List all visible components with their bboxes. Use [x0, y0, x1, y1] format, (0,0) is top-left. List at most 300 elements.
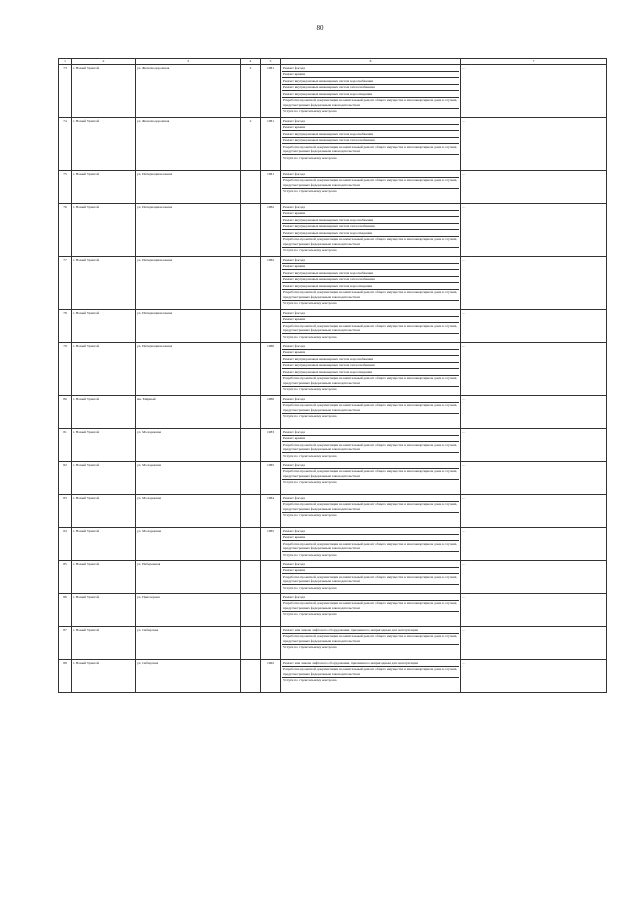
city-cell-text: г. Новый Уренгой [73, 310, 100, 315]
floors-cell-text [242, 660, 259, 661]
city-cell-text: г. Новый Уренгой [73, 561, 100, 566]
table-row [59, 310, 607, 343]
row-number-text: 78 [63, 310, 67, 315]
row-number [59, 528, 72, 561]
row-number [59, 429, 72, 462]
code-cell [461, 462, 607, 495]
row-number [59, 627, 72, 660]
work-item: Ремонт внутридомовых инженерных систем теплоснабжения [282, 224, 459, 231]
work-item: Услуги по строительному контролю [283, 678, 337, 683]
street-cell [136, 495, 241, 528]
work-item: Ремонт крыши [282, 436, 459, 443]
year-cell-text: 1981 [267, 171, 274, 176]
work-item: Ремонт или замена лифтового оборудования, признанного непригодным для эксплуатации [282, 627, 459, 634]
works-cell [281, 528, 461, 561]
floors-cell-text [242, 561, 259, 562]
row-number [59, 396, 72, 429]
work-item: Услуги по строительному контролю [283, 189, 337, 194]
year-cell [261, 65, 281, 118]
street-cell-text: мк. Мирный [137, 396, 156, 401]
year-cell [261, 627, 281, 660]
year-cell [261, 204, 281, 257]
floors-cell [241, 171, 261, 204]
work-item: Разработка проектной документации на капитальный ремонт общего имущества в многоквартирном доме в случаях, предусмотренных федеральным законодательством [283, 667, 458, 676]
street-cell-text: ул. Приозерная [137, 594, 160, 599]
row-number-text: 74 [63, 118, 67, 123]
street-cell [136, 118, 241, 171]
code-cell-text: … [462, 462, 466, 467]
work-item: Услуги по строительному контролю [283, 552, 337, 557]
year-cell [261, 118, 281, 171]
street-cell-text: ул. Молодежная [137, 429, 162, 434]
floors-cell-text [242, 429, 259, 430]
code-cell [461, 310, 607, 343]
column-header: 6 [281, 59, 461, 65]
row-number [59, 660, 72, 693]
row-number [59, 257, 72, 310]
work-item: Разработка проектной документации на капитальный ремонт общего имущества в многоквартирном доме в случаях, предусмотренных федеральным законодательством [283, 144, 458, 154]
row-number [59, 343, 72, 396]
row-number-text: 85 [63, 561, 67, 566]
row-number [59, 561, 72, 594]
table-row [59, 495, 607, 528]
row-number [59, 310, 72, 343]
code-cell [461, 343, 607, 396]
city-cell [72, 429, 136, 462]
table-row [59, 627, 607, 660]
row-number-text: 86 [63, 594, 67, 599]
work-item: Услуги по строительному контролю [283, 414, 337, 419]
row-number [59, 118, 72, 171]
code-cell-text: … [462, 627, 466, 632]
street-cell [136, 343, 241, 396]
work-item: Ремонт внутридомовых инженерных систем водоотведения [282, 369, 459, 376]
work-item: Ремонт фасада [282, 118, 459, 125]
code-cell [461, 257, 607, 310]
table-row [59, 257, 607, 310]
work-item: Ремонт крыши [282, 350, 459, 357]
year-cell-text [262, 310, 279, 311]
works-cell [281, 65, 461, 118]
table-row [59, 65, 607, 118]
year-cell-text: 1992 [267, 660, 274, 665]
table-row [59, 561, 607, 594]
work-item: Ремонт внутридомовых инженерных систем теплоснабжения [282, 277, 459, 284]
work-item: Разработка проектной документации на капитальный ремонт общего имущества в многоквартирном доме в случаях, предусмотренных федеральным законодательством [283, 323, 458, 333]
work-item: Ремонт внутридомовых инженерных систем водоснабжения [282, 78, 459, 85]
year-cell-text: 1982 [267, 204, 274, 209]
city-cell [72, 118, 136, 171]
work-item: Разработка проектной документации на капитальный ремонт общего имущества в многоквартирном доме в случаях, предусмотренных федеральным законодательством [283, 601, 458, 610]
row-number [59, 204, 72, 257]
code-cell-text: … [462, 396, 466, 401]
street-cell-text: ул. Интернациональная [137, 204, 173, 209]
work-item: Ремонт фасада [282, 204, 459, 211]
code-cell [461, 627, 607, 660]
code-cell-text: … [462, 171, 466, 176]
city-cell-text: г. Новый Уренгой [73, 495, 100, 500]
work-item: Услуги по строительному контролю [283, 513, 337, 518]
work-item: Услуги по строительному контролю [283, 301, 337, 306]
floors-cell [241, 343, 261, 396]
floors-cell-text [242, 343, 259, 344]
code-cell [461, 65, 607, 118]
city-cell-text: г. Новый Уренгой [73, 204, 100, 209]
street-cell-text: ул. Интернациональная [137, 171, 173, 176]
work-item: Ремонт крыши [282, 535, 459, 542]
floors-cell [241, 65, 261, 118]
table-row [59, 594, 607, 627]
year-cell [261, 310, 281, 343]
table-row [59, 660, 607, 693]
row-number-text: 79 [63, 343, 67, 348]
code-cell [461, 204, 607, 257]
street-cell-text: ул. Интернациональная [137, 343, 173, 348]
street-cell-text: ул. Железнодорожная [137, 65, 170, 70]
year-cell-text [262, 594, 279, 595]
work-item: Разработка проектной документации на капитальный ремонт общего имущества в многоквартирном доме в случаях, предусмотренных федеральным законодательством [283, 178, 458, 187]
floors-cell [241, 660, 261, 693]
year-cell [261, 343, 281, 396]
code-cell [461, 429, 607, 462]
city-cell-text: г. Новый Уренгой [73, 65, 100, 70]
city-cell [72, 343, 136, 396]
work-item: Ремонт фасада [282, 257, 459, 264]
work-item: Ремонт внутридомовых инженерных систем водоотведения [282, 283, 459, 290]
code-cell-text: … [462, 528, 466, 533]
floors-cell [241, 204, 261, 257]
work-item: Ремонт внутридомовых инженерных систем водоснабжения [282, 217, 459, 224]
work-item: Ремонт фасада [282, 396, 459, 403]
works-cell [281, 594, 461, 627]
work-item: Ремонт фасада [282, 528, 459, 535]
work-item: Ремонт крыши [282, 264, 459, 271]
work-item: Разработка проектной документации на капитальный ремонт общего имущества в многоквартирном доме в случаях, предусмотренных федеральным законодательством [283, 541, 458, 551]
works-cell [281, 561, 461, 594]
street-cell-text: ул. Интернациональная [137, 257, 173, 262]
street-cell [136, 594, 241, 627]
city-cell-text: г. Новый Уренгой [73, 429, 100, 434]
street-cell-text: ул. Набережная [137, 561, 161, 566]
work-item: Ремонт фасада [282, 65, 459, 72]
code-cell [461, 660, 607, 693]
work-item: Ремонт внутридомовых инженерных систем теплоснабжения [282, 85, 459, 92]
floors-cell [241, 627, 261, 660]
page-number: 80 [316, 24, 324, 32]
year-cell [261, 171, 281, 204]
work-item: Ремонт внутридомовых инженерных систем водоотведения [282, 230, 459, 237]
column-header: 1 [59, 59, 72, 65]
year-cell-text: 1984 [267, 495, 274, 500]
street-cell [136, 528, 241, 561]
street-cell [136, 660, 241, 693]
work-item: Ремонт фасада [282, 561, 459, 568]
works-cell [281, 429, 461, 462]
street-cell [136, 310, 241, 343]
row-number-text: 84 [63, 528, 67, 533]
column-header: 4 [241, 59, 261, 65]
work-item: Услуги по строительному контролю [283, 334, 337, 339]
works-cell [281, 396, 461, 429]
work-item: Ремонт или замена лифтового оборудования, признанного непригодным для эксплуатации [282, 660, 459, 667]
row-number-text: 76 [63, 204, 67, 209]
year-cell-text [262, 561, 279, 562]
code-cell [461, 118, 607, 171]
work-item: Ремонт фасада [282, 429, 459, 436]
floors-cell [241, 594, 261, 627]
work-item: Ремонт фасада [282, 495, 459, 502]
table-row [59, 343, 607, 396]
work-item: Ремонт внутридомовых инженерных систем водоснабжения [282, 270, 459, 277]
city-cell-text: г. Новый Уренгой [73, 118, 100, 123]
work-item: Ремонт фасада [282, 462, 459, 469]
works-cell [281, 343, 461, 396]
street-cell-text: ул. Железнодорожная [137, 118, 170, 123]
works-cell [281, 310, 461, 343]
city-cell [72, 310, 136, 343]
city-cell-text: г. Новый Уренгой [73, 396, 100, 401]
year-cell [261, 594, 281, 627]
floors-cell [241, 429, 261, 462]
street-cell-text: ул. Молодежная [137, 495, 162, 500]
city-cell-text: г. Новый Уренгой [73, 594, 100, 599]
city-cell [72, 594, 136, 627]
city-cell [72, 396, 136, 429]
year-cell [261, 660, 281, 693]
street-cell-text: ул. Сибирская [137, 627, 159, 632]
code-cell-text: … [462, 561, 466, 566]
work-item: Разработка проектной документации на капитальный ремонт общего имущества в многоквартирном доме в случаях, предусмотренных федеральным законодательством [283, 634, 458, 643]
works-cell [281, 627, 461, 660]
table-row [59, 204, 607, 257]
city-cell [72, 171, 136, 204]
work-item: Услуги по строительному контролю [283, 248, 337, 253]
code-cell [461, 594, 607, 627]
row-number [59, 462, 72, 495]
street-cell-text: ул. Интернациональная [137, 310, 173, 315]
code-cell-text: … [462, 310, 466, 315]
street-cell [136, 65, 241, 118]
works-cell [281, 495, 461, 528]
table-row [59, 528, 607, 561]
code-cell-text: … [462, 594, 466, 599]
code-cell-text: … [462, 118, 466, 123]
work-item: Ремонт внутридомовых инженерных систем теплоснабжения [282, 138, 459, 145]
works-cell [281, 660, 461, 693]
year-cell [261, 495, 281, 528]
year-cell [261, 396, 281, 429]
year-cell-text: 1986 [267, 343, 274, 348]
work-item: Услуги по строительному контролю [283, 585, 337, 590]
street-cell [136, 561, 241, 594]
work-item: Разработка проектной документации на капитальный ремонт общего имущества в многоквартирном доме в случаях, предусмотренных федеральным законодательством [283, 403, 458, 412]
table-row [59, 396, 607, 429]
capital-repair-table [58, 58, 607, 693]
floors-cell [241, 310, 261, 343]
column-header: 3 [136, 59, 241, 65]
code-cell [461, 495, 607, 528]
city-cell [72, 257, 136, 310]
work-item: Ремонт внутридомовых инженерных систем теплоснабжения [282, 363, 459, 370]
city-cell [72, 627, 136, 660]
street-cell [136, 257, 241, 310]
code-cell-text: … [462, 660, 466, 665]
year-cell-text: 1982 [267, 257, 274, 262]
row-number-text: 75 [63, 171, 67, 176]
code-cell-text: … [462, 495, 466, 500]
city-cell-text: г. Новый Уренгой [73, 528, 100, 533]
work-item: Разработка проектной документации на капитальный ремонт общего имущества в многоквартирном доме в случаях, предусмотренных федеральным законодательством [283, 237, 458, 246]
floors-cell-text [242, 462, 259, 463]
code-cell [461, 396, 607, 429]
work-item: Разработка проектной документации на капитальный ремонт общего имущества в многоквартирном доме в случаях, предусмотренных федеральным законодательством [283, 98, 458, 107]
street-cell [136, 204, 241, 257]
row-number-text: 77 [63, 257, 67, 262]
table-row [59, 118, 607, 171]
code-cell-text: … [462, 65, 466, 70]
work-item: Ремонт фасада [282, 343, 459, 350]
works-cell [281, 204, 461, 257]
work-item: Ремонт фасада [282, 310, 459, 317]
floors-cell-text [242, 310, 259, 311]
floors-cell-text [242, 528, 259, 529]
code-cell-text: … [462, 204, 466, 209]
city-cell-text: г. Новый Уренгой [73, 627, 100, 632]
floors-cell-text: 2 [249, 65, 252, 70]
work-item: Услуги по строительному контролю [283, 109, 337, 114]
row-number [59, 65, 72, 118]
work-item: Ремонт крыши [282, 72, 459, 79]
city-cell-text: г. Новый Уренгой [73, 257, 100, 262]
street-cell-text: ул. Сибирская [137, 660, 159, 665]
floors-cell [241, 528, 261, 561]
work-item: Разработка проектной документации на капитальный ремонт общего имущества в многоквартирном доме в случаях, предусмотренных федеральным законодательством [283, 290, 458, 299]
work-item: Ремонт фасада [282, 594, 459, 601]
floors-cell-text [242, 495, 259, 496]
floors-cell-text [242, 171, 259, 172]
work-item: Ремонт фасада [282, 171, 459, 178]
works-cell [281, 171, 461, 204]
city-cell [72, 561, 136, 594]
work-item: Услуги по строительному контролю [283, 645, 337, 650]
row-number [59, 594, 72, 627]
year-cell-text: 1985 [267, 462, 274, 467]
floors-cell-text: 2 [249, 118, 252, 123]
work-item: Ремонт крыши [282, 211, 459, 218]
year-cell-text: 1983 [267, 429, 274, 434]
year-cell [261, 561, 281, 594]
city-cell [72, 495, 136, 528]
code-cell [461, 528, 607, 561]
city-cell [72, 65, 136, 118]
street-cell [136, 627, 241, 660]
year-cell [261, 462, 281, 495]
column-header: 2 [72, 59, 136, 65]
row-number-text: 73 [63, 65, 67, 70]
street-cell-text: ул. Молодежная [137, 462, 162, 467]
works-cell [281, 462, 461, 495]
work-item: Услуги по строительному контролю [283, 387, 337, 392]
year-cell-text: 1981 [267, 118, 274, 123]
table-body [59, 65, 607, 693]
work-item: Разработка проектной документации на капитальный ремонт общего имущества в многоквартирном доме в случаях, предусмотренных федеральным законодательством [283, 469, 458, 478]
code-cell-text: … [462, 343, 466, 348]
code-cell-text: … [462, 257, 466, 262]
year-cell-text: 1985 [267, 528, 274, 533]
year-cell-text: 1981 [267, 65, 274, 70]
floors-cell-text [242, 396, 259, 397]
code-cell-text: … [462, 429, 466, 434]
code-cell [461, 561, 607, 594]
floors-cell-text [242, 627, 259, 628]
work-item: Услуги по строительному контролю [283, 155, 337, 160]
year-cell-text [262, 627, 279, 628]
floors-cell [241, 561, 261, 594]
work-item: Разработка проектной документации на капитальный ремонт общего имущества в многоквартирном доме в случаях, предусмотренных федеральным законодательством [283, 376, 458, 385]
street-cell-text: ул. Молодежная [137, 528, 162, 533]
floors-cell-text [242, 594, 259, 595]
row-number-text: 80 [63, 396, 67, 401]
city-cell [72, 528, 136, 561]
work-item: Услуги по строительному контролю [283, 480, 337, 485]
city-cell-text: г. Новый Уренгой [73, 171, 100, 176]
floors-cell [241, 396, 261, 429]
city-cell-text: г. Новый Уренгой [73, 660, 100, 665]
year-cell [261, 257, 281, 310]
row-number-text: 88 [63, 660, 67, 665]
work-item: Услуги по строительному контролю [283, 453, 337, 458]
city-cell [72, 660, 136, 693]
street-cell [136, 462, 241, 495]
year-cell-text: 1986 [267, 396, 274, 401]
city-cell [72, 462, 136, 495]
row-number-text: 82 [63, 462, 67, 467]
work-item: Разработка проектной документации на капитальный ремонт общего имущества в многоквартирном доме в случаях, предусмотренных федеральным законодательством [283, 574, 458, 584]
street-cell [136, 171, 241, 204]
city-cell-text: г. Новый Уренгой [73, 343, 100, 348]
work-item: Ремонт внутридомовых инженерных систем водоснабжения [282, 131, 459, 138]
work-item: Разработка проектной документации на капитальный ремонт общего имущества в многоквартирном доме в случаях, предусмотренных федеральным законодательством [283, 442, 458, 452]
work-item: Ремонт крыши [282, 317, 459, 324]
column-header: 7 [461, 59, 607, 65]
street-cell [136, 396, 241, 429]
work-item: Ремонт внутридомовых инженерных систем водоснабжения [282, 356, 459, 363]
works-cell [281, 118, 461, 171]
floors-cell-text [242, 204, 259, 205]
table-row [59, 171, 607, 204]
work-item: Разработка проектной документации на капитальный ремонт общего имущества в многоквартирном доме в случаях, предусмотренных федеральным законодательством [283, 502, 458, 511]
column-header: 5 [261, 59, 281, 65]
floors-cell [241, 495, 261, 528]
street-cell [136, 429, 241, 462]
row-number [59, 495, 72, 528]
row-number [59, 171, 72, 204]
row-number-text: 81 [63, 429, 67, 434]
work-item: Ремонт крыши [282, 568, 459, 575]
city-cell [72, 204, 136, 257]
floors-cell [241, 462, 261, 495]
year-cell [261, 429, 281, 462]
work-item: Ремонт внутридомовых инженерных систем водоотведения [282, 91, 459, 98]
floors-cell [241, 257, 261, 310]
floors-cell-text [242, 257, 259, 258]
year-cell [261, 528, 281, 561]
table-row [59, 429, 607, 462]
row-number-text: 83 [63, 495, 67, 500]
city-cell-text: г. Новый Уренгой [73, 462, 100, 467]
works-cell [281, 257, 461, 310]
table-row [59, 462, 607, 495]
